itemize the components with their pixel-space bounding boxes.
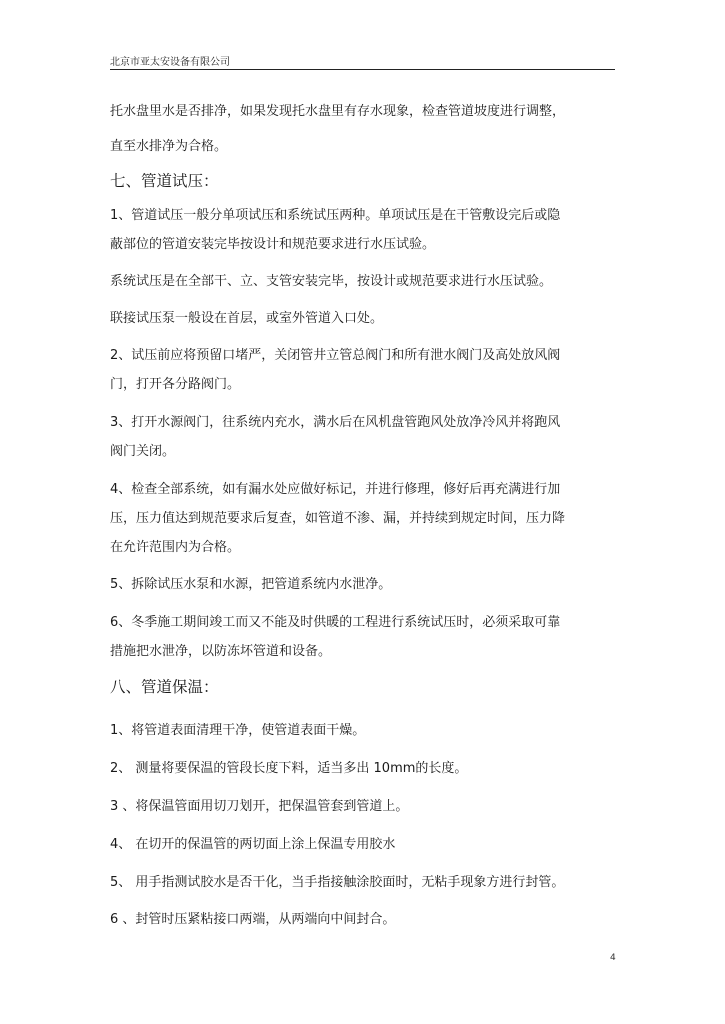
page-header (110, 50, 615, 70)
body-line: 3 、将保温管面用切刀划开，把保温管套到管道上。 (110, 799, 409, 814)
body-line: 1、管道试压一般分单项试压和系统试压两种。单项试压是在干管敷设完后或隐 (110, 208, 561, 223)
body-line: 在允许范围内为合格。 (110, 540, 241, 555)
section-heading: 八、管道保温： (110, 678, 219, 696)
body-line: 6 、封管时压紧粘接口两端，从两端向中间封合。 (110, 912, 396, 927)
body-line: 2、试压前应将预留口堵严，关闭管井立管总阀门和所有泄水阀门及高处放风阀 (110, 348, 561, 363)
company-name: 北京市亚太安设备有限公司 (110, 57, 230, 68)
page-number: 4 (610, 953, 616, 963)
body-line: 直至水排净为合格。 (110, 139, 228, 154)
body-line: 联接试压泵一般设在首层，或室外管道入口处。 (110, 311, 384, 326)
body-line: 3、打开水源阀门，往系统内充水，满水后在风机盘管跑风处放净冷风并将跑风 (110, 415, 561, 430)
body-line: 阀门关闭。 (110, 444, 176, 459)
body-line: 托水盘里水是否排净，如果发现托水盘里有存水现象，检查管道坡度进行调整， (110, 104, 566, 119)
body-line: 2、 测量将要保温的管段长度下料，适当多出 10mm的长度。 (110, 761, 468, 776)
section-heading: 七、管道试压： (110, 172, 219, 190)
body-line: 5、 用手指测试胶水是否干化，当手指接触涂胶面时，无粘手现象方进行封管。 (110, 875, 565, 890)
body-line: 4、检查全部系统，如有漏水处应做好标记，并进行修理，修好后再充满进行加 (110, 482, 561, 497)
body-line: 6、冬季施工期间竣工而又不能及时供暖的工程进行系统试压时，必须采取可靠 (110, 615, 561, 630)
body-line: 蔽部位的管道安装完毕按设计和规范要求进行水压试验。 (110, 237, 436, 252)
body-line: 1、将管道表面清理干净，使管道表面干燥。 (110, 723, 366, 738)
body-line: 措施把水泄净，以防冻坏管道和设备。 (110, 644, 332, 659)
body-line: 压，压力值达到规范要求后复查，如管道不渗、漏，并持续到规定时间，压力降 (110, 511, 566, 526)
body-line: 门，打开各分路阀门。 (110, 377, 241, 392)
body-line: 5、拆除试压水泵和水源，把管道系统内水泄净。 (110, 577, 392, 592)
body-line: 系统试压是在全部干、立、支管安装完毕，按设计或规范要求进行水压试验。 (110, 274, 553, 289)
body-line: 4、 在切开的保温管的两切面上涂上保温专用胶水 (110, 837, 396, 852)
